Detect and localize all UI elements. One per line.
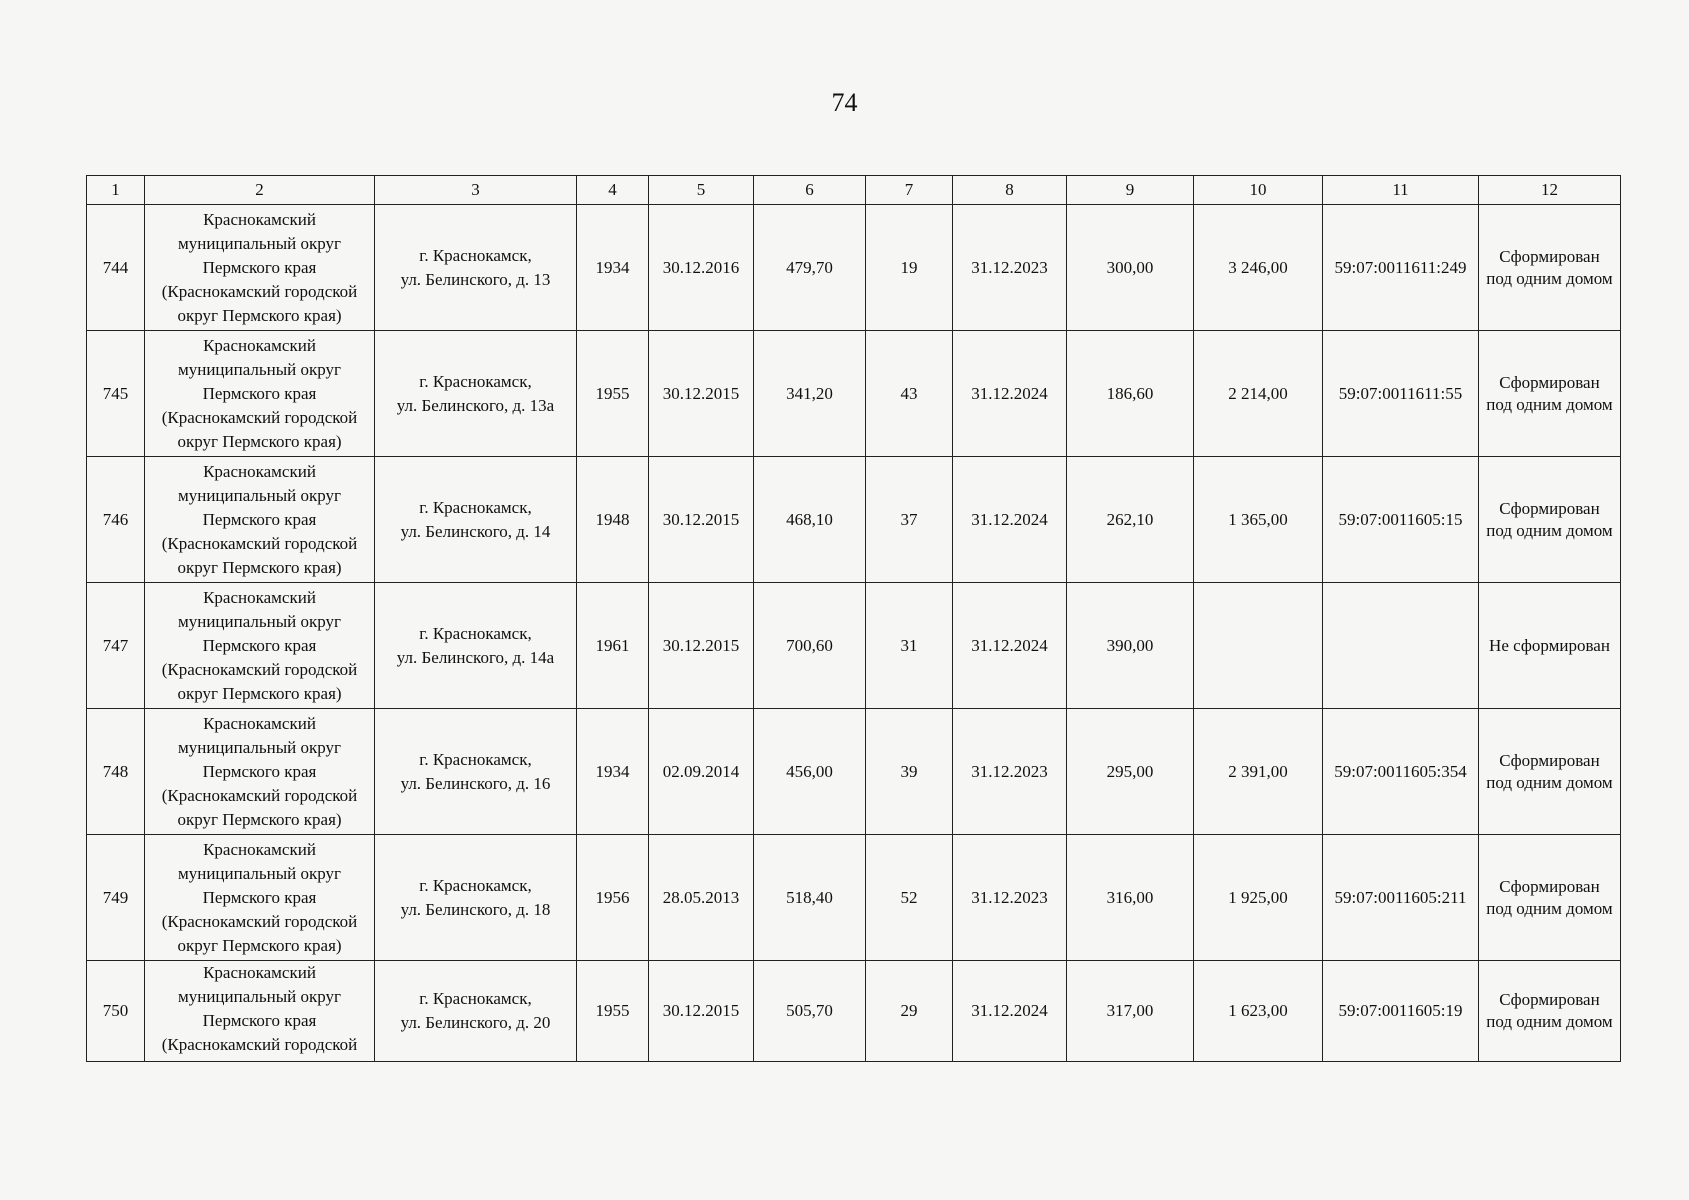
area2-cell: 300,00: [1067, 205, 1194, 331]
land-area-cell: 1 365,00: [1194, 457, 1323, 583]
column-header: 2: [145, 176, 375, 205]
residents-cell: 29: [866, 961, 953, 1062]
address-cell: г. Краснокамск, ул. Белинского, д. 13а: [375, 331, 577, 457]
year-cell: 1955: [577, 961, 649, 1062]
column-header: 7: [866, 176, 953, 205]
row-number: 744: [87, 205, 145, 331]
cadastral-cell: 59:07:0011605:354: [1323, 709, 1479, 835]
year-cell: 1948: [577, 457, 649, 583]
address-cell: г. Краснокамск, ул. Белинского, д. 14а: [375, 583, 577, 709]
year-cell: 1934: [577, 205, 649, 331]
deadline-cell: 31.12.2024: [953, 583, 1067, 709]
address-cell: г. Краснокамск, ул. Белинского, д. 14: [375, 457, 577, 583]
date-cell: 30.12.2016: [649, 205, 754, 331]
municipality-cell: Краснокамский муниципальный округ Пермского края (Краснокамский городской округ Пермского края): [145, 835, 375, 961]
land-area-cell: 1 623,00: [1194, 961, 1323, 1062]
deadline-cell: 31.12.2024: [953, 457, 1067, 583]
land-area-cell: 2 214,00: [1194, 331, 1323, 457]
column-header: 8: [953, 176, 1067, 205]
area2-cell: 186,60: [1067, 331, 1194, 457]
residents-cell: 43: [866, 331, 953, 457]
column-header: 4: [577, 176, 649, 205]
cadastral-cell: 59:07:0011605:211: [1323, 835, 1479, 961]
status-cell: Сформирован под одним домом: [1479, 961, 1621, 1062]
residents-cell: 39: [866, 709, 953, 835]
area-cell: 518,40: [754, 835, 866, 961]
municipality-cell: Краснокамский муниципальный округ Пермского края (Краснокамский городской округ Пермского края): [145, 331, 375, 457]
residents-cell: 37: [866, 457, 953, 583]
cadastral-cell: 59:07:0011611:249: [1323, 205, 1479, 331]
cadastral-cell: [1323, 583, 1479, 709]
cadastral-cell: 59:07:0011605:15: [1323, 457, 1479, 583]
land-area-cell: [1194, 583, 1323, 709]
table-row: [87, 331, 1621, 457]
area2-cell: 262,10: [1067, 457, 1194, 583]
table-row: [87, 709, 1621, 835]
area-cell: 468,10: [754, 457, 866, 583]
date-cell: 02.09.2014: [649, 709, 754, 835]
column-header: 11: [1323, 176, 1479, 205]
row-number: 747: [87, 583, 145, 709]
area2-cell: 390,00: [1067, 583, 1194, 709]
address-cell: г. Краснокамск, ул. Белинского, д. 13: [375, 205, 577, 331]
column-header: 5: [649, 176, 754, 205]
column-header: 9: [1067, 176, 1194, 205]
area-cell: 505,70: [754, 961, 866, 1062]
area2-cell: 317,00: [1067, 961, 1194, 1062]
deadline-cell: 31.12.2024: [953, 331, 1067, 457]
column-header: 3: [375, 176, 577, 205]
date-cell: 30.12.2015: [649, 457, 754, 583]
table-row: [87, 583, 1621, 709]
residents-cell: 31: [866, 583, 953, 709]
deadline-cell: 31.12.2024: [953, 961, 1067, 1062]
column-header: 1: [87, 176, 145, 205]
table-row: [87, 835, 1621, 961]
land-area-cell: 3 246,00: [1194, 205, 1323, 331]
cadastral-cell: 59:07:0011605:19: [1323, 961, 1479, 1062]
status-cell: Сформирован под одним домом: [1479, 457, 1621, 583]
deadline-cell: 31.12.2023: [953, 205, 1067, 331]
column-number-row: [87, 176, 1621, 205]
deadline-cell: 31.12.2023: [953, 709, 1067, 835]
status-cell: Сформирован под одним домом: [1479, 709, 1621, 835]
municipality-cell: Краснокамский муниципальный округ Пермского края (Краснокамский городской округ Пермского края): [145, 583, 375, 709]
municipality-cell: Краснокамский муниципальный округ Пермского края (Краснокамский городской округ Пермского края): [145, 205, 375, 331]
row-number: 745: [87, 331, 145, 457]
date-cell: 30.12.2015: [649, 331, 754, 457]
area2-cell: 316,00: [1067, 835, 1194, 961]
land-area-cell: 2 391,00: [1194, 709, 1323, 835]
municipality-cell: Краснокамский муниципальный округ Пермского края (Краснокамский городской: [145, 961, 375, 1062]
municipality-cell: Краснокамский муниципальный округ Пермского края (Краснокамский городской округ Пермского края): [145, 709, 375, 835]
table-row: [87, 205, 1621, 331]
land-area-cell: 1 925,00: [1194, 835, 1323, 961]
date-cell: 30.12.2015: [649, 583, 754, 709]
column-header: 12: [1479, 176, 1621, 205]
area-cell: 341,20: [754, 331, 866, 457]
address-cell: г. Краснокамск, ул. Белинского, д. 20: [375, 961, 577, 1062]
municipality-cell: Краснокамский муниципальный округ Пермского края (Краснокамский городской округ Пермского края): [145, 457, 375, 583]
status-cell: Сформирован под одним домом: [1479, 835, 1621, 961]
table-row: [87, 961, 1621, 1062]
housing-register-table: [86, 175, 1621, 1062]
row-number: 746: [87, 457, 145, 583]
cadastral-cell: 59:07:0011611:55: [1323, 331, 1479, 457]
column-header: 6: [754, 176, 866, 205]
row-number: 749: [87, 835, 145, 961]
date-cell: 30.12.2015: [649, 961, 754, 1062]
year-cell: 1961: [577, 583, 649, 709]
deadline-cell: 31.12.2023: [953, 835, 1067, 961]
table-row: [87, 457, 1621, 583]
status-cell: Не сформирован: [1479, 583, 1621, 709]
status-cell: Сформирован под одним домом: [1479, 331, 1621, 457]
year-cell: 1956: [577, 835, 649, 961]
year-cell: 1955: [577, 331, 649, 457]
residents-cell: 19: [866, 205, 953, 331]
date-cell: 28.05.2013: [649, 835, 754, 961]
year-cell: 1934: [577, 709, 649, 835]
status-cell: Сформирован под одним домом: [1479, 205, 1621, 331]
area-cell: 456,00: [754, 709, 866, 835]
row-number: 748: [87, 709, 145, 835]
area2-cell: 295,00: [1067, 709, 1194, 835]
column-header: 10: [1194, 176, 1323, 205]
residents-cell: 52: [866, 835, 953, 961]
area-cell: 700,60: [754, 583, 866, 709]
address-cell: г. Краснокамск, ул. Белинского, д. 16: [375, 709, 577, 835]
address-cell: г. Краснокамск, ул. Белинского, д. 18: [375, 835, 577, 961]
row-number: 750: [87, 961, 145, 1062]
area-cell: 479,70: [754, 205, 866, 331]
page-number: 74: [831, 88, 858, 117]
